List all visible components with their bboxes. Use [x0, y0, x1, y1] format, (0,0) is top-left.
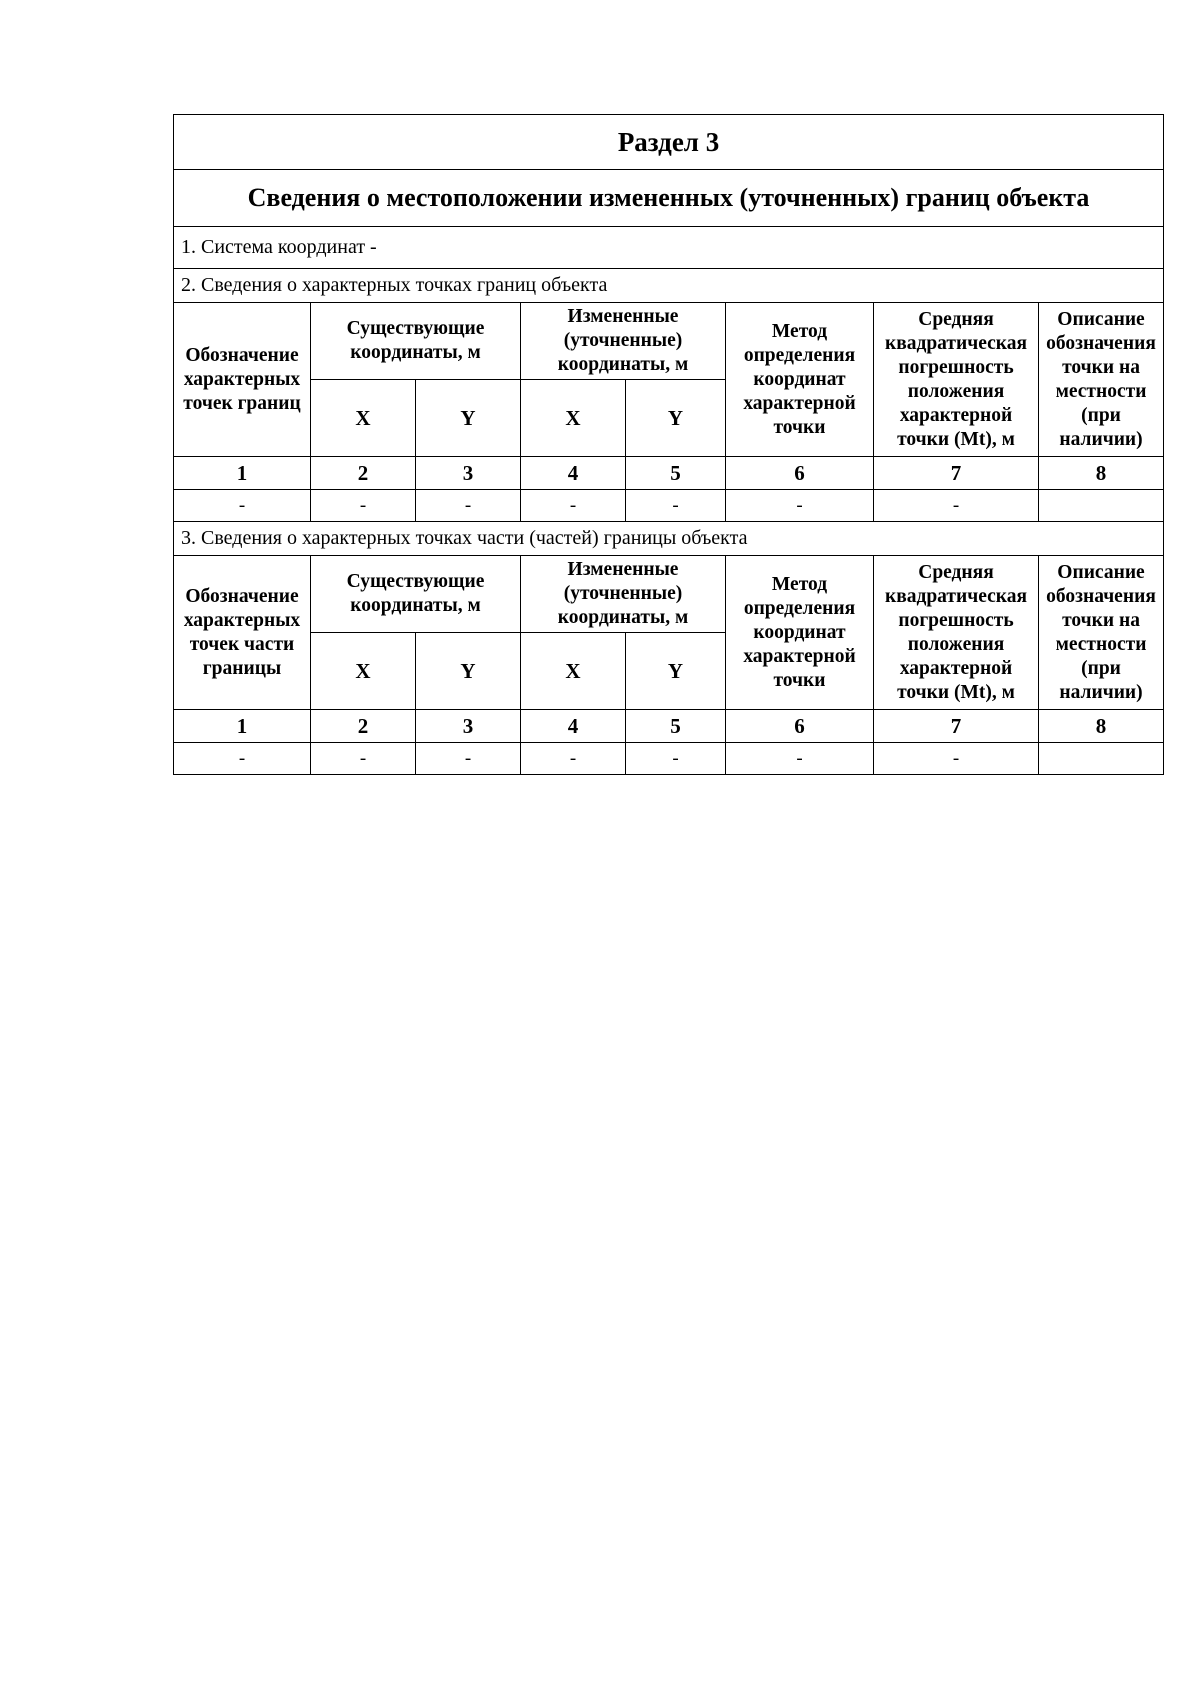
- block1-cell: -: [174, 490, 311, 522]
- block1-cell: [1039, 490, 1164, 522]
- block2-cell: -: [626, 743, 726, 775]
- block1-cell: -: [416, 490, 521, 522]
- block2-header-changed: Измененные (уточненные) координаты, м: [521, 556, 726, 633]
- block2-col-number: 5: [626, 710, 726, 743]
- block1-header-y-changed: Y: [626, 380, 726, 457]
- block1-cell: -: [626, 490, 726, 522]
- block2-cell: -: [174, 743, 311, 775]
- block2-col-number: 7: [874, 710, 1039, 743]
- block1-cell: -: [874, 490, 1039, 522]
- block2-col-number: 8: [1039, 710, 1164, 743]
- block1-header-x-existing: X: [311, 380, 416, 457]
- block2-cell: -: [726, 743, 874, 775]
- block2-header-description: Описание обозначения точки на местности (при наличии): [1039, 556, 1164, 710]
- block2-header-existing: Существующие координаты, м: [311, 556, 521, 633]
- block1-header-method: Метод определения координат характерной точки: [726, 303, 874, 457]
- block1-title: 2. Сведения о характерных точках границ объекта: [174, 269, 1164, 303]
- section-label: Раздел 3: [174, 115, 1164, 170]
- block2-header-x-existing: X: [311, 633, 416, 710]
- block2-cell: -: [416, 743, 521, 775]
- section-3-table: [173, 114, 1164, 775]
- block2-header-error: Средняя квадратическая погрешность положения характерной точки (Mt), м: [874, 556, 1039, 710]
- block1-cell: -: [311, 490, 416, 522]
- block1-cell: -: [521, 490, 626, 522]
- block2-header-y-existing: Y: [416, 633, 521, 710]
- block2-header-method: Метод определения координат характерной точки: [726, 556, 874, 710]
- block1-cell: -: [726, 490, 874, 522]
- block2-col-number: 1: [174, 710, 311, 743]
- block1-header-designation: Обозначение характерных точек границ: [174, 303, 311, 457]
- block1-header-error: Средняя квадратическая погрешность положения характерной точки (Mt), м: [874, 303, 1039, 457]
- block1-col-number: 5: [626, 457, 726, 490]
- block2-header-designation: Обозначение характерных точек части границы: [174, 556, 311, 710]
- block2-cell: [1039, 743, 1164, 775]
- block1-col-number: 6: [726, 457, 874, 490]
- block1-col-number: 3: [416, 457, 521, 490]
- block1-col-number: 7: [874, 457, 1039, 490]
- block2-header-y-changed: Y: [626, 633, 726, 710]
- block1-header-changed: Измененные (уточненные) координаты, м: [521, 303, 726, 380]
- block1-col-number: 4: [521, 457, 626, 490]
- block2-cell: -: [874, 743, 1039, 775]
- block1-header-y-existing: Y: [416, 380, 521, 457]
- section-title: Сведения о местоположении измененных (уточненных) границ объекта: [174, 170, 1164, 227]
- block2-col-number: 2: [311, 710, 416, 743]
- block1-header-description: Описание обозначения точки на местности (при наличии): [1039, 303, 1164, 457]
- block1-col-number: 1: [174, 457, 311, 490]
- coordinate-system: 1. Система координат -: [174, 227, 1164, 269]
- block2-col-number: 4: [521, 710, 626, 743]
- block2-title: 3. Сведения о характерных точках части (частей) границы объекта: [174, 522, 1164, 556]
- block1-col-number: 8: [1039, 457, 1164, 490]
- block1-header-x-changed: X: [521, 380, 626, 457]
- block2-header-x-changed: X: [521, 633, 626, 710]
- block2-cell: -: [521, 743, 626, 775]
- block2-col-number: 3: [416, 710, 521, 743]
- block1-header-existing: Существующие координаты, м: [311, 303, 521, 380]
- block2-col-number: 6: [726, 710, 874, 743]
- block1-col-number: 2: [311, 457, 416, 490]
- block2-cell: -: [311, 743, 416, 775]
